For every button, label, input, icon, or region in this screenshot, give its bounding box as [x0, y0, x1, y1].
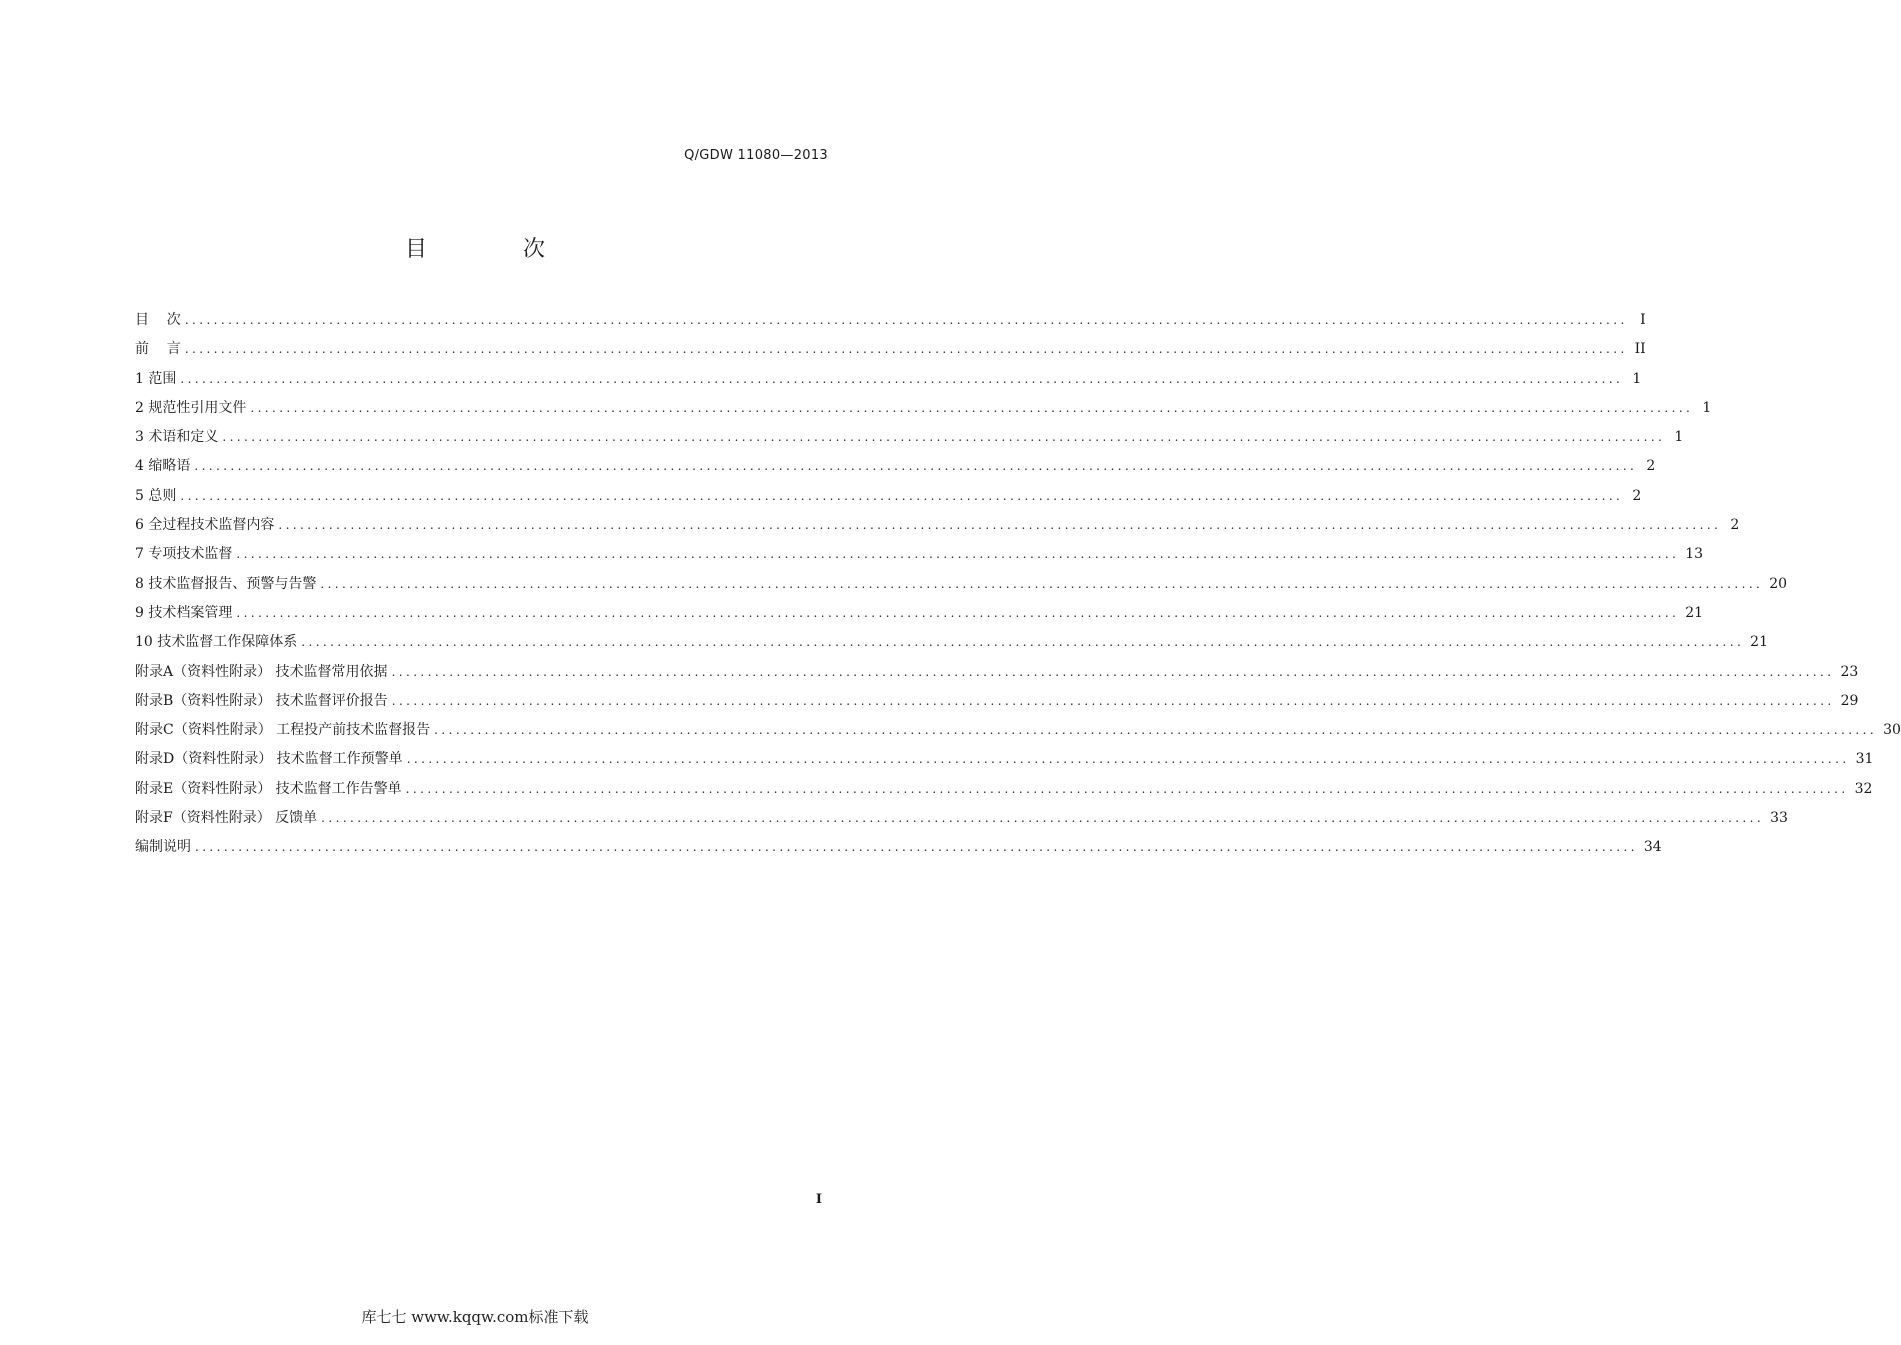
toc-entry-label: 4 缩略语: [135, 458, 191, 475]
toc-leader-dots: ........................................................................................................................................................................................................: [180, 488, 1624, 503]
toc-leader-dots: ........................................................................................................................................................................................................: [301, 635, 1745, 650]
toc-entry-label: 8 技术监督报告、预警与告警: [135, 575, 317, 592]
toc-entry-label: 附录E（资料性附录） 技术监督工作告警单: [135, 780, 402, 797]
toc-entry-label: 9 技术档案管理: [135, 604, 233, 621]
toc-leader-dots: ........................................................................................................................................................................................................: [195, 840, 1638, 855]
toc-entry[interactable]: [135, 691, 1859, 720]
toc-leader-dots: ........................................................................................................................................................................................................: [180, 371, 1624, 386]
toc-entry[interactable]: [135, 603, 1704, 632]
toc-entry-label: 附录C（资料性附录） 工程投产前技术监督报告: [135, 722, 431, 739]
toc-entry[interactable]: [135, 574, 1788, 603]
toc-entry-label: 5 总则: [135, 487, 177, 504]
toc-entry[interactable]: [135, 339, 1646, 368]
toc-entry-label: 1 范围: [135, 370, 177, 387]
table-of-contents: [135, 310, 1901, 867]
toc-entry-label: 附录B（资料性附录） 技术监督评价报告: [135, 692, 388, 709]
toc-entry-page: 13: [1685, 546, 1704, 563]
toc-entry-page: 1: [1632, 370, 1642, 387]
toc-leader-dots: ........................................................................................................................................................................................................: [391, 664, 1835, 679]
footer-watermark: 库七七 www.kqqw.com标准下载: [361, 1308, 589, 1326]
toc-leader-dots: ........................................................................................................................................................................................................: [321, 811, 1765, 826]
toc-entry-page: 31: [1855, 751, 1874, 768]
toc-leader-dots: ........................................................................................................................................................................................................: [236, 547, 1680, 562]
toc-entry-label: 3 术语和定义: [135, 429, 219, 446]
toc-entry[interactable]: [135, 369, 1642, 398]
toc-entry[interactable]: [135, 544, 1704, 573]
toc-entry-page: 20: [1769, 575, 1788, 592]
toc-leader-dots: ........................................................................................................................................................................................................: [320, 576, 1764, 591]
toc-entry[interactable]: [135, 662, 1859, 691]
toc-entry-label: 附录D（资料性附录） 技术监督工作预警单: [135, 751, 403, 768]
toc-entry-label: 目 次: [135, 312, 181, 328]
toc-entry-page: II: [1634, 341, 1646, 358]
toc-entry[interactable]: [135, 749, 1874, 778]
toc-entry-label: 编制说明: [135, 839, 191, 856]
toc-leader-dots: ........................................................................................................................................................................................................: [222, 430, 1666, 445]
toc-entry-label: 附录A（资料性附录） 技术监督常用依据: [135, 663, 388, 680]
toc-entry[interactable]: [135, 515, 1740, 544]
toc-entry-page: 21: [1685, 604, 1704, 621]
toc-entry-page: 29: [1840, 692, 1859, 709]
toc-entry[interactable]: [135, 310, 1646, 339]
page-title: [0, 232, 950, 263]
page-folio: I: [815, 1192, 822, 1207]
toc-leader-dots: ........................................................................................................................................................................................................: [434, 723, 1878, 738]
toc-entry[interactable]: [135, 808, 1788, 837]
toc-leader-dots: ........................................................................................................................................................................................................: [250, 400, 1694, 415]
toc-leader-dots: ........................................................................................................................................................................................................: [405, 781, 1849, 796]
toc-leader-dots: ........................................................................................................................................................................................................: [184, 342, 1628, 357]
toc-entry-label: 10 技术监督工作保障体系: [135, 634, 298, 651]
toc-entry[interactable]: [135, 456, 1656, 485]
toc-entry-page: I: [1640, 312, 1646, 328]
toc-entry-label: 2 规范性引用文件: [135, 399, 247, 416]
toc-leader-dots: ........................................................................................................................................................................................................: [236, 605, 1680, 620]
toc-leader-dots: ........................................................................................................................................................................................................: [184, 313, 1628, 327]
toc-entry-page: 30: [1883, 722, 1901, 739]
toc-entry[interactable]: [135, 837, 1662, 866]
toc-entry-page: 23: [1840, 663, 1859, 680]
toc-entry[interactable]: [135, 720, 1901, 749]
title-char-2: 次: [523, 237, 546, 262]
toc-entry-page: 2: [1730, 517, 1740, 534]
toc-entry-page: 33: [1770, 810, 1788, 827]
toc-leader-dots: ........................................................................................................................................................................................................: [406, 752, 1850, 767]
toc-entry[interactable]: [135, 486, 1642, 515]
toc-entry-page: 1: [1702, 399, 1712, 416]
toc-entry-label: 6 全过程技术监督内容: [135, 517, 275, 534]
toc-entry[interactable]: [135, 779, 1873, 808]
toc-entry-page: 32: [1854, 780, 1873, 797]
toc-leader-dots: ........................................................................................................................................................................................................: [194, 459, 1638, 474]
toc-entry-label: 7 专项技术监督: [135, 546, 233, 563]
title-char-1: 目: [404, 237, 427, 262]
toc-entry[interactable]: [135, 398, 1712, 427]
toc-entry[interactable]: [135, 427, 1684, 456]
toc-entry-page: 21: [1750, 634, 1768, 651]
toc-entry-page: 2: [1646, 458, 1656, 475]
toc-entry-page: 2: [1632, 487, 1642, 504]
toc-entry-page: 1: [1674, 429, 1684, 446]
toc-leader-dots: ........................................................................................................................................................................................................: [391, 693, 1835, 708]
toc-entry-label: 前 言: [135, 341, 181, 358]
toc-entry[interactable]: [135, 632, 1768, 661]
toc-leader-dots: ........................................................................................................................................................................................................: [278, 518, 1722, 533]
toc-entry-label: 附录F（资料性附录） 反馈单: [135, 810, 318, 827]
standard-number: Q/GDW 11080—2013: [684, 148, 828, 163]
toc-entry-page: 34: [1643, 839, 1662, 856]
